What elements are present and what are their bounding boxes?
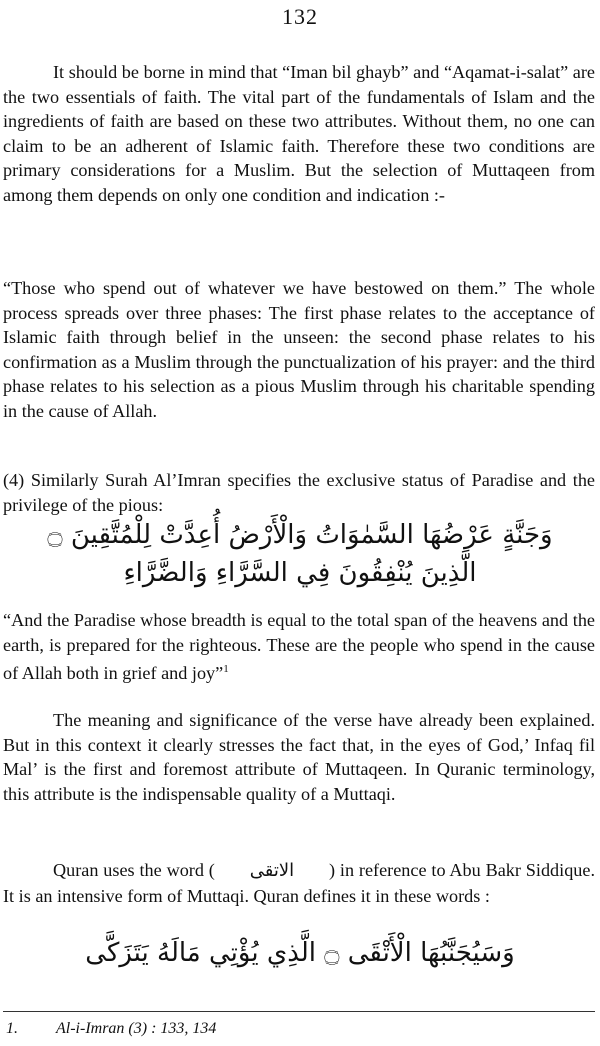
paragraph-three-phases xyxy=(3,276,595,423)
page-number: 132 xyxy=(282,4,318,29)
quote-text: “And the Paradise whose breadth is equal to the total span of the heavens and the earth, is prepared for the righteous. These are the people who spend in the cause of Allah both in grief and joy” xyxy=(3,610,595,684)
al-atqa-arabic-word: الاتقى xyxy=(249,860,295,881)
paragraph-al-atqa xyxy=(3,858,595,908)
footnote-text: Al-i-Imran (3) : 133, 134 xyxy=(56,1020,217,1037)
paragraph-surah-al-imran: (4) Similarly Surah Al’Imran specifies the exclusive status of Paradise and the privilege of the pious: xyxy=(3,470,595,515)
footnote xyxy=(6,1020,216,1038)
footnote-number: 1. xyxy=(6,1020,18,1037)
al-atqa-text-before: Quran uses the word ( xyxy=(53,860,215,880)
al-atqa-text-after: ) in reference to Abu Bakr Siddique. It is an intensive form of Muttaqi. Quran defines it in these words : xyxy=(3,860,595,906)
paragraph-essentials-of-faith: It should be borne in mind that “Iman bil ghayb” and “Aqamat-i-salat” are the two essentials of faith. The vital part of the fundamentals of Islam and the ingredients of faith are based on these two attributes. Without them, no one can claim to be an adherent of Islamic faith. Therefore these two conditions are primary considerations for a Muslim. But the selection of Muttaqeen from among them depends on only one condition and indication :- xyxy=(3,62,595,205)
paragraph-paradise-quote xyxy=(3,608,595,686)
arabic-verse-al-atqa: وَسَيُجَنَّبُهَا الْأَتْقَى ۝ الَّذِي يُؤْتِي مَالَهُ يَتَزَكَّى xyxy=(85,938,515,968)
arabic-verse-line-2: الَّذِينَ يُنْفِقُونَ فِي السَّرَّاءِ وَالضَّرَّاءِ xyxy=(123,558,477,588)
paragraph-meaning-of-verse: The meaning and significance of the verse have already been explained. But in this context it clearly stresses the fact that, in the eyes of God,’ Infaq fil Mal’ is the first and foremost attribute of Muttaqeen. In Quranic terminology, this attribute is the indispensable quality of a Muttaqi. xyxy=(3,710,595,804)
arabic-verse-line-1: وَجَنَّةٍ عَرْضُهَا السَّمٰوَاتُ وَالْأَرْضُ أُعِدَّتْ لِلْمُتَّقِينَ ۝ xyxy=(47,520,553,550)
footnote-divider xyxy=(3,1011,595,1012)
paragraph-three-phases-text: “Those who spend out of whatever we have bestowed on them.” The whole process spreads over three phases: The first phase relates to the acceptance of Islamic faith through belief in the unseen: the second phase relates to his confirmation as a Muslim through the punctualization of his prayer: and the third phase relates to his selection as a pious Muslim through his charitable spending in the cause of Allah. xyxy=(3,278,595,421)
footnote-reference: 1 xyxy=(223,663,229,675)
